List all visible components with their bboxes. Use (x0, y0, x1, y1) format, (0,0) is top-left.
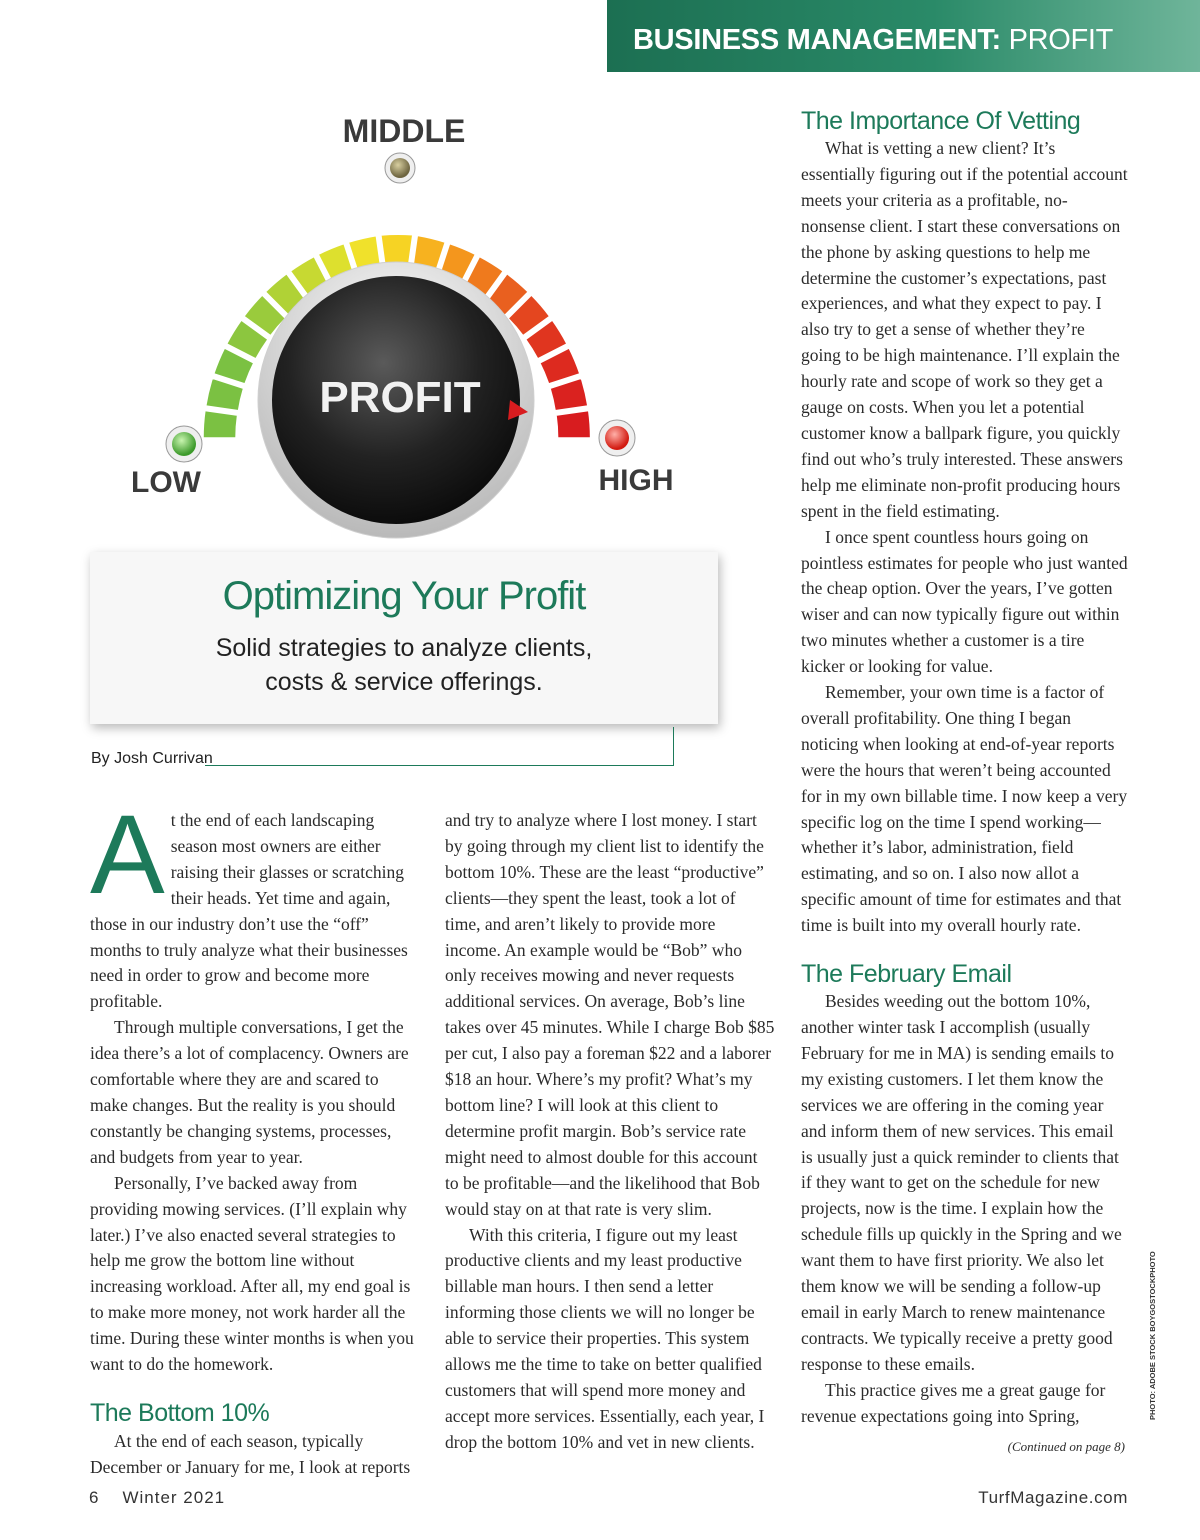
middle-indicator-lens (390, 158, 410, 178)
intro-paragraph (90, 792, 416, 1015)
paragraph: and try to analyze where I lost money. I start by going through my client list to identify the bottom 10%. These are the least “productive” clients—they spent the least, took a lot of time, and aren’t likely to provide more income. An example would be “Bob” who only receives mowing and never requests additional services. On average, Bob’s line takes over 45 minutes. While I charge Bob $85 per cut, I also pay a foreman $22 and a laborer $18 an hour. Where’s my profit? What’s my bottom line? I will look at this client to determine profit margin. Bob’s service rate might need to almost double for this account to be profitable—and the likelihood that Bob would stay on at that rate is very slim. (445, 810, 775, 1219)
paragraph: What is vetting a new client? It’s essentially figuring out if the potential account meets your criteria as a profitable, no-nonsense client. I start these conversations on the phone by asking questions to help me determine the customer’s expectations, past experiences, and what they expect to pay. I also try to get a sense of whether they’re going to be high maintenance. I’ll explain the hourly rate and scope of work so they get a gauge on costs. When you let a potential customer know a ballpark figure, you quickly find out who’s truly interested. These answers help me eliminate non-profit producing hours spent in the field estimating. (801, 138, 1128, 521)
continued-note: (Continued on page 8) (1007, 1438, 1125, 1454)
gauge-segment (550, 378, 588, 411)
gauge-label-high: HIGH (598, 464, 674, 497)
paragraph: Personally, I’ve backed away from providing mowing services. (I’ll explain why later.) I’ve also enacted several strategies to help me grow the bottom line without increasing workload. After all, my end goal is to make more money, not work harder all the time. During these winter months is when you want to do the homework. (90, 1172, 414, 1375)
website: TurfMagazine.com (978, 1488, 1128, 1507)
issue-date: Winter 2021 (122, 1488, 226, 1507)
paragraph: I once spent countless hours going on pointless estimates for people who just wanted the cheap option. Over the years, I’ve gotten wiser and can now typically figure out within two minutes whether a customer is a tire kicker or looking for value. (801, 526, 1128, 677)
subhead-bottom-10: The Bottom 10% (90, 1398, 270, 1427)
low-indicator-lens (172, 432, 196, 456)
photo-credit: PHOTO: ADOBE STOCK BOYGOSTOCKPHOTO (1148, 1251, 1157, 1420)
subhead-february-email: The February Email (801, 960, 1012, 989)
headline: Optimizing Your Profit (222, 574, 586, 618)
intro-text: t the end of each landscaping season most owners are either raising their glasses or scratching their heads. Yet time and again, those in our industry don’t use the “off” months to truly analyze what their businesses need in order to grow and become more profitable. (90, 810, 408, 1012)
deck (90, 631, 718, 699)
column-2 (445, 808, 775, 1456)
high-indicator-lens (605, 426, 629, 450)
paragraph: This practice gives me a great gauge for revenue expectations going into Spring, (801, 1379, 1106, 1426)
footer-left (89, 1488, 225, 1508)
paragraph: Besides weeding out the bottom 10%, another winter task I accomplish (usually February for me in MA) is sending emails to my existing customers. I let them know the services we are offering in the coming year and inform them of new services. This email is usually just a quick reminder to clients that if they want to get on the schedule for new projects, now is the time. I explain how the schedule fills up quickly in the Spring and we want them to have first priority. We also let them know we will be sending a follow-up email in early March to renew maintenance contracts. We typically receive a pretty good response to these emails. (801, 991, 1122, 1374)
gauge-segment (556, 411, 591, 439)
page-number: 6 (89, 1488, 99, 1507)
byline: By Josh Currivan (91, 750, 213, 767)
knob-label: PROFIT (319, 373, 481, 422)
paragraph: Remember, your own time is a factor of overall profitability. One thing I began noticing when looking at end-of-year reports were the hours that weren’t being accounted for in my own billable time. I now keep a very specific log on the time I spend working—whether it’s labor, administration, field estimating, and so on. I also now allot a specific amount of time for estimates and that time is built into my overall hourly rate. (801, 682, 1128, 936)
deck-line-1: Solid strategies to analyze clients, (215, 634, 593, 662)
subsection-name: PROFIT GROWTH (633, 24, 1113, 136)
paragraph: At the end of each season, typically December or January for me, I look at reports (90, 1430, 411, 1477)
title-panel (90, 552, 718, 724)
subhead-vetting: The Importance Of Vetting (801, 107, 1081, 135)
gauge-segment (203, 411, 238, 439)
column-1 (90, 792, 416, 1481)
paragraph: Through multiple conversations, I get the idea there’s a lot of complacency. Owners are comfortable where they are and scared to make changes. But the reality is you should constantly be changing systems, processes, and budgets from year to year. (90, 1017, 409, 1167)
column-3 (801, 106, 1129, 1459)
section-name: BUSINESS MANAGEMENT: (633, 24, 1001, 56)
drop-cap: A (90, 792, 165, 917)
deck-line-2: costs & service offerings. (265, 668, 543, 696)
gauge-segment (206, 378, 244, 411)
gauge-label-low: LOW (131, 466, 201, 499)
profit-gauge-illustration (100, 90, 740, 540)
title-bracket-rule (205, 727, 674, 766)
gauge-label-middle: MIDDLE (342, 113, 466, 149)
paragraph: With this criteria, I figure out my least productive clients and my least productive billable man hours. I then send a letter informing those clients we will no longer be able to service their properties. This system allows me the time to take on better qualified customers that will spend more money and accept more services. Essentially, each year, I drop the bottom 10% and vet in new clients. (445, 1224, 765, 1452)
